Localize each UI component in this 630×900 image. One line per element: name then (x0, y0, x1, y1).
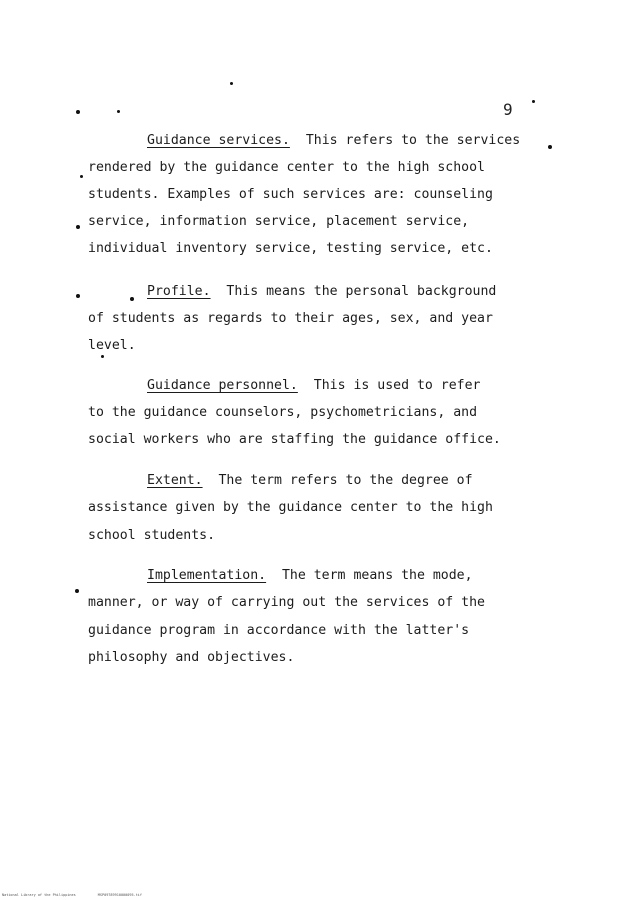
term-guidance-personnel: Guidance personnel. (147, 378, 298, 393)
scan-speck (80, 175, 83, 178)
definition-line: service, information service, placement service, (88, 214, 470, 229)
scan-speck (130, 297, 134, 301)
scan-speck (76, 225, 80, 229)
definition-text: This means the personal background (226, 284, 497, 299)
term-extent: Extent. (147, 473, 203, 488)
definition-text: The term refers to the degree of (218, 473, 473, 488)
scan-speck (75, 589, 79, 593)
footer-file-id: MSP09789910000095.tif (97, 893, 143, 897)
definition-first-line (147, 378, 480, 394)
definition-line: students. Examples of such services are: counseling (88, 187, 493, 202)
definition-line: to the guidance counselors, psychometricians, and (88, 405, 478, 420)
term-implementation: Implementation. (147, 568, 267, 583)
term-profile: Profile. (147, 284, 211, 299)
definition-first-line (147, 284, 496, 300)
definition-line: social workers who are staffing the guidance office. (88, 432, 501, 447)
scan-speck (76, 294, 80, 298)
definition-line: of students as regards to their ages, sex, and year (88, 311, 493, 326)
definition-text: The term means the mode, (281, 568, 473, 583)
definition-text: This refers to the services (305, 133, 521, 148)
definition-line: rendered by the guidance center to the high school (88, 160, 485, 175)
definition-first-line (147, 473, 473, 489)
scan-footer (2, 893, 142, 897)
page-number: 9 (503, 100, 513, 119)
definition-line: guidance program in accordance with the latter's (88, 623, 470, 638)
scan-speck (101, 355, 104, 358)
scan-speck (532, 100, 535, 103)
scan-speck (117, 110, 120, 113)
definition-line: manner, or way of carrying out the services of the (88, 595, 485, 610)
scan-speck (548, 145, 552, 149)
definition-line: assistance given by the guidance center to the high (88, 500, 493, 515)
definition-text: This is used to refer (313, 378, 481, 393)
definition-line: school students. (88, 528, 216, 543)
definition-line: philosophy and objectives. (88, 650, 295, 665)
definition-line: level. (88, 338, 136, 353)
scan-speck (76, 110, 80, 114)
term-guidance-services: Guidance services. (147, 133, 290, 148)
definition-first-line (147, 568, 473, 584)
scan-speck (230, 82, 233, 85)
footer-library: National Library of the Philippines (2, 893, 76, 897)
definition-first-line (147, 133, 520, 149)
definition-line: individual inventory service, testing service, etc. (88, 241, 493, 256)
